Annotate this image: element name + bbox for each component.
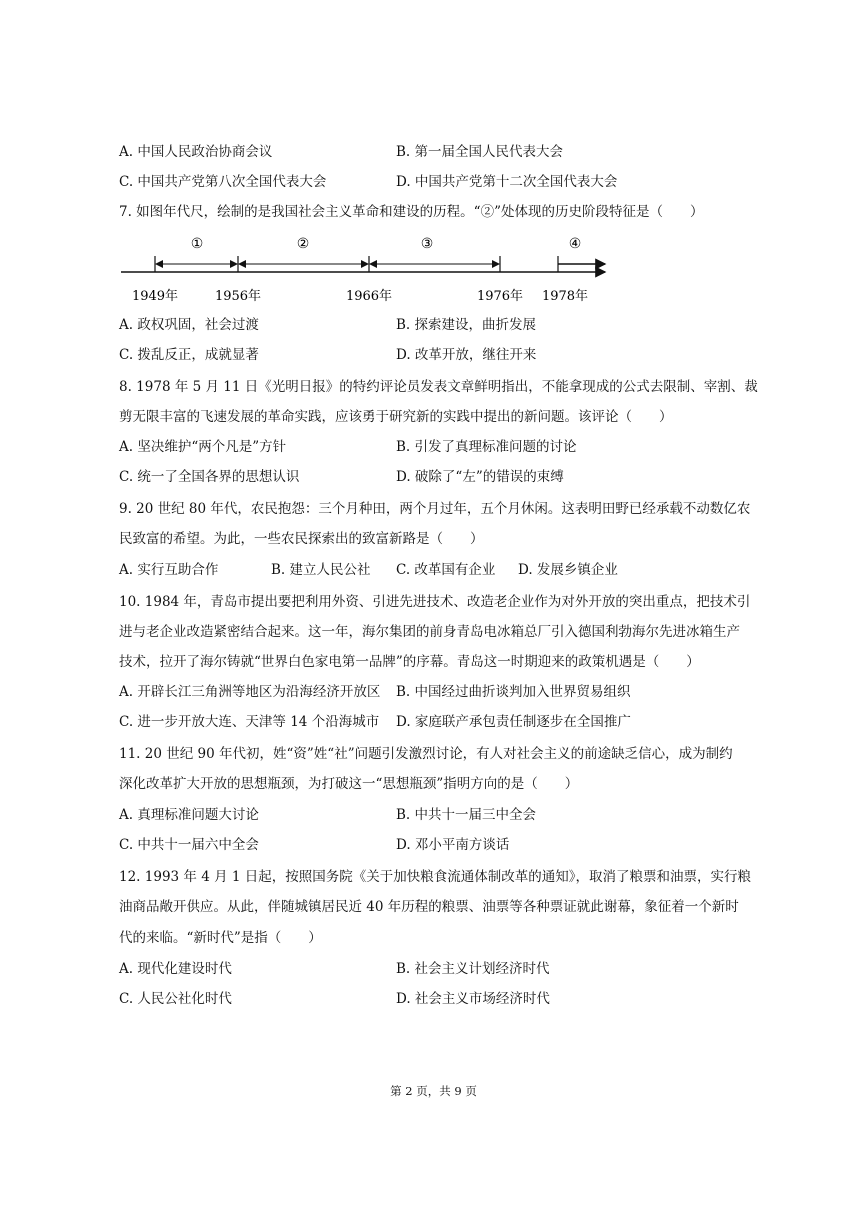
- year-label-1976: 1976年: [476, 289, 524, 304]
- q10-option-b: B. 中国经过曲折谈判加入世界贸易组织: [396, 684, 631, 700]
- q12-option-c: C. 人民公社化时代: [119, 991, 232, 1007]
- q8-option-a: A. 坚决维护“两个凡是”方针: [119, 439, 287, 455]
- q7-option-d: D. 改革开放，继往开来: [396, 347, 537, 363]
- q6-option-d: D. 中国共产党第十二次全国代表大会: [396, 174, 618, 190]
- q9-option-d: D. 发展乡镇企业: [518, 562, 618, 578]
- q10-stem-line-3: 技术，拉开了海尔铸就“世界白色家电第一品牌”的序幕。青岛这一时期迎来的政策机遇是（ ）: [119, 654, 700, 670]
- q11-option-a: A. 真理标准问题大讨论: [119, 807, 259, 823]
- q10-option-a: A. 开辟长江三角洲等地区为沿海经济开放区: [119, 684, 381, 700]
- q11-stem-line-1: 11. 20 世纪 90 年代初，姓“资”姓“社”问题引发激烈讨论，有人对社会主义的前途缺乏信心，成为制约: [119, 746, 733, 762]
- q9-option-a: A. 实行互助合作: [119, 562, 219, 578]
- q7-option-b: B. 探索建设，曲折发展: [396, 317, 537, 333]
- year-label-1956: 1956年: [214, 289, 262, 304]
- page-number-footer: 第 2 页，共 9 页: [390, 1084, 477, 1098]
- q7-option-c: C. 拨乱反正，成就显著: [119, 347, 259, 363]
- q11-option-c: C. 中共十一届六中全会: [119, 837, 259, 853]
- q12-option-b: B. 社会主义计划经济时代: [396, 961, 550, 977]
- q7-timeline-diagram: [115, 230, 615, 310]
- q6-option-a: A. 中国人民政治协商会议: [119, 144, 273, 160]
- q7-stem: 7. 如图年代尺，绘制的是我国社会主义革命和建设的历程。“②”处体现的历史阶段特征是（ ）: [119, 204, 704, 220]
- q11-option-d: D. 邓小平南方谈话: [396, 837, 510, 853]
- q11-option-b: B. 中共十一届三中全会: [396, 807, 537, 823]
- q12-stem-line-1: 12. 1993 年 4 月 1 日起，按照国务院《关于加快粮食流通体制改革的通知》，取消了粮票和油票，实行粮: [119, 869, 752, 885]
- q12-stem-line-2: 油商品敞开供应。从此，伴随城镇居民近 40 年历程的粮票、油票等各种票证就此谢幕，象征着一个新时: [119, 899, 739, 915]
- q8-stem-line-1: 8. 1978 年 5 月 11 日《光明日报》的特约评论员发表文章鲜明指出，不能拿现成的公式去限制、宰割、裁: [119, 379, 758, 395]
- q7-option-a: A. 政权巩固，社会过渡: [119, 317, 259, 333]
- q8-option-d: D. 破除了“左”的错误的束缚: [396, 469, 564, 485]
- q12-stem-line-3: 代的来临。“新时代”是指（ ）: [119, 930, 322, 946]
- q12-option-d: D. 社会主义市场经济时代: [396, 991, 550, 1007]
- q9-stem-line-1: 9. 20 世纪 80 年代，农民抱怨：三个月种田，两个月过年，五个月休闲。这表明田野已经承载不动数亿农: [119, 501, 751, 517]
- q8-option-b: B. 引发了真理标准问题的讨论: [396, 439, 577, 455]
- q9-option-c: C. 改革国有企业: [396, 562, 496, 578]
- period-label-3: ③: [420, 236, 434, 252]
- year-label-1978: 1978年: [541, 289, 589, 304]
- q8-stem-line-2: 剪无限丰富的飞速发展的革命实践，应该勇于研究新的实践中提出的新问题。该评论（ ）: [119, 409, 673, 425]
- q9-stem-line-2: 民致富的希望。为此，一些农民探索出的致富新路是（ ）: [119, 531, 484, 547]
- q9-option-b: B. 建立人民公社: [271, 562, 371, 578]
- q10-stem-line-1: 10. 1984 年，青岛市提出要把利用外资、引进先进技术、改造老企业作为对外开放的突出重点，把技术引: [119, 594, 751, 610]
- q10-option-c: C. 进一步开放大连、天津等 14 个沿海城市: [119, 714, 380, 730]
- period-label-4: ④: [568, 236, 582, 252]
- period-label-1: ①: [190, 236, 204, 252]
- year-label-1949: 1949年: [131, 289, 179, 304]
- period-label-2: ②: [296, 236, 310, 252]
- year-label-1966: 1966年: [345, 289, 393, 304]
- q12-option-a: A. 现代化建设时代: [119, 961, 232, 977]
- q6-option-b: B. 第一届全国人民代表大会: [396, 144, 564, 160]
- q10-option-d: D. 家庭联产承包责任制逐步在全国推广: [396, 714, 631, 730]
- q8-option-c: C. 统一了全国各界的思想认识: [119, 469, 300, 485]
- q6-option-c: C. 中国共产党第八次全国代表大会: [119, 174, 327, 190]
- q11-stem-line-2: 深化改革扩大开放的思想瓶颈，为打破这一“思想瓶颈”指明方向的是（ ）: [119, 776, 579, 792]
- q10-stem-line-2: 进与老企业改造紧密结合起来。这一年，海尔集团的前身青岛电冰箱总厂引入德国利勃海尔先进冰箱生产: [119, 624, 740, 640]
